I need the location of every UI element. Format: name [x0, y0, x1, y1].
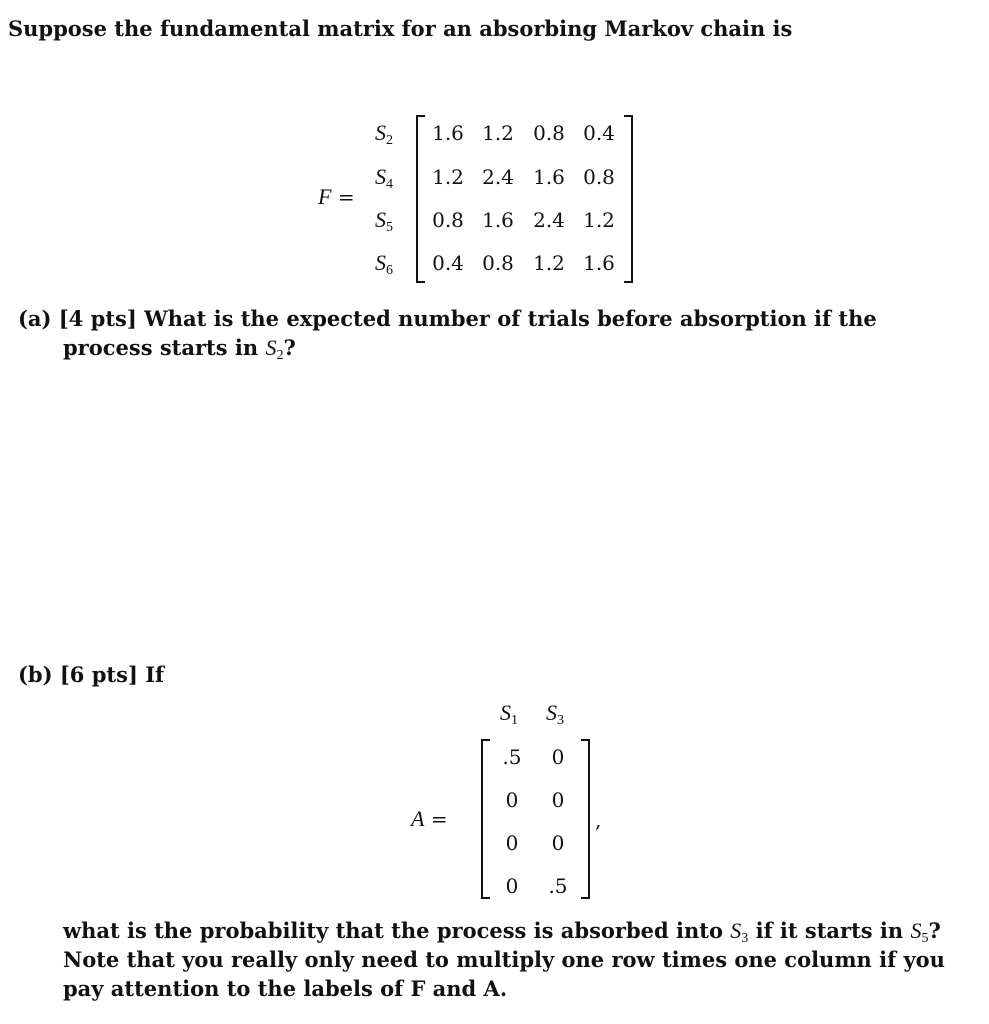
- matrix-f-row-label: $S_2$: [375, 120, 393, 148]
- part-b-text-line1: what is the probability that the process is absorbed into $S_3$ if it starts in $S_5$?: [63, 918, 941, 946]
- matrix-f-cell: 1.6: [432, 121, 464, 145]
- matrix-f-cell: 2.4: [533, 208, 565, 232]
- part-a-end: ?: [283, 335, 296, 360]
- part-a-points: [4 pts]: [58, 306, 137, 331]
- matrix-f-row-label: $S_5$: [375, 207, 393, 235]
- matrix-f-row-label: $S_6$: [375, 250, 393, 278]
- matrix-f-cell: 0.4: [583, 121, 615, 145]
- part-a-text-line2: process starts in: [63, 335, 259, 360]
- part-b-label: (b): [18, 662, 53, 687]
- matrix-f-lhs: [318, 184, 355, 210]
- part-a-text-line1: What is the expected number of trials before absorption if the: [144, 306, 877, 331]
- part-b-state-target: $S_3$: [730, 918, 749, 946]
- matrix-f-left-bracket: [416, 115, 425, 283]
- matrix-f-cell: 1.2: [432, 165, 464, 189]
- matrix-a-cell: 0: [505, 788, 519, 812]
- part-b-state-start: $S_5$: [910, 918, 929, 946]
- matrix-a-cell: .5: [548, 874, 568, 898]
- part-b-text-line2: Note that you really only need to multiply one row times one column if you: [63, 947, 945, 972]
- matrix-a-cell: 0: [551, 831, 565, 855]
- matrix-a-cell: 0: [551, 788, 565, 812]
- matrix-f-cell: 0.8: [482, 251, 514, 275]
- matrix-f-equals: =: [337, 185, 355, 209]
- matrix-f-cell: 1.2: [533, 251, 565, 275]
- matrix-f-cell: 0.8: [432, 208, 464, 232]
- matrix-a-col-label: $S_1$: [500, 700, 518, 728]
- matrix-f-cell: 1.2: [482, 121, 514, 145]
- matrix-a-symbol: A: [411, 806, 425, 831]
- part-b-text-line3: pay attention to the labels of F and A.: [63, 976, 508, 1001]
- part-a-state: $S_2$: [265, 335, 284, 363]
- matrix-a-left-bracket: [481, 739, 490, 899]
- part-a-question: [18, 304, 877, 333]
- matrix-f-cell: 0.8: [583, 165, 615, 189]
- matrix-f-cell: 2.4: [482, 165, 514, 189]
- matrix-f-cell: 1.6: [482, 208, 514, 232]
- part-b-points: [6 pts]: [59, 662, 138, 687]
- matrix-a-trailing-comma: ,: [595, 808, 602, 832]
- part-a-label: (a): [18, 306, 52, 331]
- matrix-a-cell: .5: [502, 745, 522, 769]
- part-b-question: [18, 660, 164, 689]
- matrix-a-cell: 0: [505, 874, 519, 898]
- matrix-a-lhs: [411, 806, 448, 832]
- matrix-a-cell: 0: [505, 831, 519, 855]
- matrix-a-cell: 0: [551, 745, 565, 769]
- matrix-f-cell: 1.2: [583, 208, 615, 232]
- matrix-f-cell: 1.6: [533, 165, 565, 189]
- intro-text: Suppose the fundamental matrix for an absorbing Markov chain is: [8, 16, 793, 41]
- part-a-question-line2: [63, 333, 296, 362]
- matrix-f-cell: 0.4: [432, 251, 464, 275]
- matrix-f-cell: 1.6: [583, 251, 615, 275]
- matrix-f-cell: 0.8: [533, 121, 565, 145]
- matrix-a-right-bracket: [581, 739, 590, 899]
- matrix-a-col-label: $S_3$: [546, 700, 564, 728]
- part-b-lead: If: [145, 662, 165, 687]
- matrix-f-right-bracket: [624, 115, 633, 283]
- matrix-f-symbol: F: [318, 184, 332, 209]
- matrix-a-equals: =: [430, 807, 448, 831]
- matrix-f-row-label: $S_4$: [375, 164, 393, 192]
